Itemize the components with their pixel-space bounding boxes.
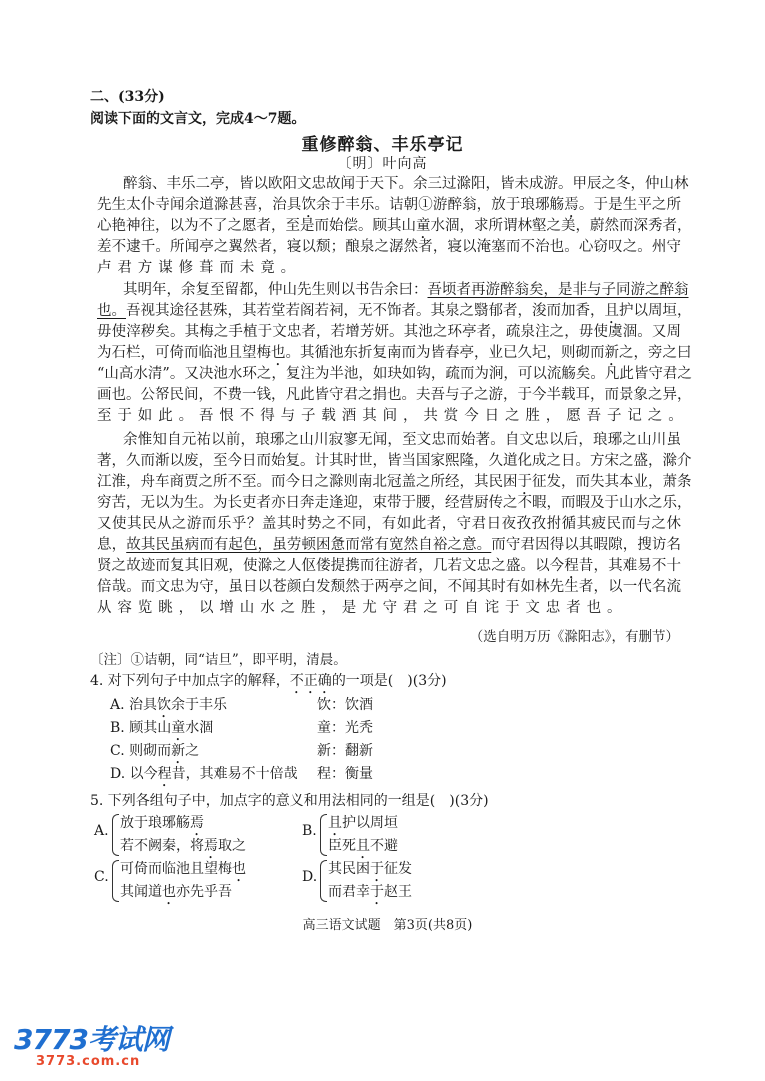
- option-text: 之: [185, 743, 200, 759]
- text-segment: “山高水清”。又决池水环之，复注为半池，如玦如钩，疏而为涧，可以流觞矣。凡此皆守君之: [97, 366, 692, 382]
- text-line: [97, 430, 681, 451]
- text-segment: 若不阙秦，将: [120, 838, 204, 854]
- page-footer: 高三语文试题 第3页(共8页): [302, 918, 473, 933]
- text-segment: 毋使滓秽矣。其梅之手植于文忠者，若增芳妍。其池之环亭者，疏泉注之，毋使虞涸。又周: [97, 324, 681, 340]
- text-segment: 。其循池东折复南而为皆春亭，业已久圮，则砌而: [285, 345, 605, 361]
- emphasized-char: 也: [232, 861, 246, 877]
- option-label: D.: [302, 869, 318, 885]
- text-segment: 可倚而临池且望梅: [120, 861, 232, 877]
- text-segment: 其闻道: [120, 884, 162, 900]
- text-segment: 余于丰乐。诘朝①游醉翁，放于琅琊觞: [316, 197, 565, 213]
- text-segment: 为石栏，可倚而临池且望梅: [97, 345, 271, 361]
- option-text: C. 则砌而: [110, 743, 172, 759]
- footnote: 〔注〕①诘朝，同“诘旦”，即平明，清晨。: [90, 652, 347, 668]
- article-title: 重修醉翁、丰乐亭记: [301, 135, 464, 155]
- text-segment: 息，: [97, 537, 127, 553]
- logo-main-text: 3773考试网: [14, 1023, 169, 1056]
- text-line: [97, 174, 689, 195]
- paragraph-1: [97, 174, 692, 279]
- instruction: 阅读下面的文言文，完成4～7题。: [90, 111, 306, 127]
- emphasized-char: 童: [171, 720, 186, 736]
- emphasized-char: 也: [271, 345, 286, 361]
- text-segment: 至于如此。吾恨不得与子载酒其间，共赏今日之胜，愿吾子记之。: [97, 408, 689, 424]
- q4-option-gloss: 新：翻新: [317, 743, 373, 759]
- text-segment: 昔，其难易不十: [578, 558, 682, 574]
- text-line: [97, 577, 681, 598]
- emphasized-char: 焉: [564, 197, 579, 213]
- text-line: [97, 472, 692, 493]
- text-line: [97, 598, 681, 619]
- text-segment: 醉翁、丰乐二亭，皆以欧阳文忠故闻于天下。余三过滁阳，皆未成游。甲辰之冬，仲山林: [123, 176, 689, 192]
- text-segment: 取之: [218, 838, 246, 854]
- q4-stem-emph: 不正确: [289, 673, 332, 689]
- text-segment: 而君幸: [328, 884, 370, 900]
- brace-icon: [112, 814, 119, 856]
- option-text: B. 顾其山: [110, 720, 172, 736]
- emphasized-char: 且: [604, 303, 619, 319]
- text-line: [97, 514, 681, 535]
- text-segment: 征发，而失其本业，萧条: [532, 474, 692, 490]
- article-author: 〔明〕叶向高: [337, 156, 428, 172]
- text-segment: 护以周垣，: [619, 303, 692, 319]
- emphasized-char: 饮: [301, 197, 317, 213]
- option-text: 水涸: [185, 720, 214, 736]
- emphasized-char: 于: [517, 474, 532, 490]
- logo-sub-text: 3773.com.cn: [36, 1054, 141, 1069]
- text-segment: 不避: [370, 838, 398, 854]
- option-sentence: [328, 881, 412, 908]
- text-segment: 护以周垣: [342, 815, 398, 831]
- text-segment: 而守君因得以其暇隙，搜访名: [491, 537, 682, 553]
- text-line: [97, 280, 689, 301]
- text-segment: 穷苦，无以为生。为长吏者亦日奔走逢迎，束带于腰，经营厨传之不暇，而暇及于山水之乐，: [97, 495, 692, 511]
- option-label: B.: [302, 823, 317, 839]
- text-line: [97, 343, 692, 364]
- text-segment: 亦先乎吾: [176, 884, 232, 900]
- q4-stem-a: 4. 对下列句子中加点字的解释，: [90, 673, 290, 689]
- underlined-text: 吾顷者再游醉翁矣，是非与子同游之醉翁: [427, 282, 689, 298]
- q4-option-gloss: 童：光秃: [317, 720, 373, 736]
- emphasized-char: 也: [162, 884, 176, 900]
- text-line: [97, 406, 689, 427]
- text-segment: 其明年，余复至留都，仲山先生则以书告余曰：: [123, 282, 428, 298]
- text-segment: 卢君方谋修葺而未竟。: [97, 260, 301, 276]
- watermark-logo: [14, 1018, 169, 1069]
- text-segment: 其民困: [328, 861, 370, 877]
- text-segment: 画也。公帑民间，不费一钱，凡此皆守君之捐也。夫吾与子之游，于今半载耳，而景象之异，: [97, 387, 692, 403]
- text-segment: 著，久而渐以废，至今日而始复。计其时世，皆当国家熙隆，久道化成之日。方宋之盛，滁介: [97, 453, 692, 469]
- text-segment: 之，旁之曰: [619, 345, 692, 361]
- text-segment: 吾视其途径甚殊，其若堂若阁若祠，无不饰者。其泉之翳郁者，浚而加香，: [126, 303, 605, 319]
- q4-option-gloss: 饮：饮酒: [317, 697, 373, 713]
- emphasized-char: 焉: [204, 838, 218, 854]
- text-line: [97, 364, 692, 385]
- text-segment: 放于琅琊觞: [120, 815, 190, 831]
- emphasized-char: 于: [370, 884, 384, 900]
- brace-icon: [320, 814, 327, 856]
- text-line: [97, 301, 692, 322]
- emphasized-char: 程: [564, 558, 579, 574]
- text-line: [97, 451, 692, 472]
- emphasized-char: 于: [370, 861, 384, 877]
- q4-stem-b: 的一项是( )(3分): [331, 673, 447, 689]
- text-line: [97, 493, 692, 514]
- text-segment: 水涸，求所谓林壑之美，蔚然而深秀者，: [430, 218, 692, 234]
- brace-icon: [112, 860, 119, 902]
- section-heading: 二、(33分): [90, 89, 165, 105]
- text-segment: 心艳神往，以为不了之愿者，至是而始偿。顾其山: [97, 218, 416, 234]
- source-citation: （选自明万历《滁阳志》，有删节）: [469, 629, 679, 645]
- emphasized-char: 饮: [157, 697, 172, 713]
- emphasized-char: 童: [416, 218, 431, 234]
- paragraph-3: [97, 430, 692, 619]
- emphasized-char: 程: [157, 766, 172, 782]
- option-text: 昔，其难易不十倍哉: [171, 766, 298, 782]
- q4-option: [110, 763, 298, 790]
- option-text: A. 治具: [110, 697, 158, 713]
- text-segment: 。于是生平之所: [578, 197, 682, 213]
- emphasized-char: 且: [328, 815, 342, 831]
- text-line: [97, 258, 681, 279]
- text-line: [97, 535, 681, 556]
- text-line: [97, 216, 692, 237]
- text-segment: 差不逮千。所闻亭之翼然者，寝以颓；酿泉之潺然者，寝以淹塞而不治也。心窃叹之。州守: [97, 239, 681, 255]
- text-line: [97, 195, 681, 216]
- emphasized-char: 新: [604, 345, 619, 361]
- text-line: [97, 556, 681, 577]
- text-segment: 赵王: [384, 884, 412, 900]
- emphasized-char: 且: [356, 838, 370, 854]
- option-sentence: [120, 881, 232, 908]
- text-segment: 从容览眺，以增山水之胜，是尤守君之可自诧于文忠者也。: [97, 600, 628, 616]
- brace-icon: [320, 860, 327, 902]
- question-4-stem: [90, 670, 447, 697]
- underlined-text: 故其民虽病而有起色，虽劳顿困惫而常有宽然自裕之意。: [126, 537, 492, 553]
- text-segment: 臣死: [328, 838, 356, 854]
- text-segment: 先生太仆寺闻余道滁甚喜，治具: [97, 197, 302, 213]
- emphasized-char: 焉: [190, 815, 204, 831]
- underlined-text: 也。: [97, 303, 126, 319]
- text-segment: 倍哉。而文忠为守，虽日以苍颜白发颓然于两亭之间，不闻其时有如林先生者，以一代名流: [97, 579, 681, 595]
- option-label: C.: [94, 869, 109, 885]
- option-text: D. 以今: [110, 766, 158, 782]
- text-segment: 又使其民从之游而乐乎？盖其时势之不同，有如此者，守君日夜孜孜拊循其疲民而与之休: [97, 516, 681, 532]
- paragraph-2: [97, 280, 692, 427]
- emphasized-char: 新: [171, 743, 186, 759]
- text-line: [97, 237, 681, 258]
- text-segment: 江淮，舟车商贾之所不至。而今日之滁则南北冠盖之所经，其民困: [97, 474, 518, 490]
- text-segment: 余惟知自元祐以前，琅琊之山川寂寥无闻，至文忠而始著。自文忠以后，琅琊之山川虽: [123, 432, 681, 448]
- text-segment: 贤之故迹而复其旧观，使滁之人伛偻提携而往游者，几若文忠之盛。以今: [97, 558, 565, 574]
- text-line: [97, 322, 681, 343]
- q4-option-gloss: 程：衡量: [317, 766, 373, 782]
- option-text: 余于丰乐: [171, 697, 228, 713]
- text-line: [97, 385, 692, 406]
- question-5-stem: 5. 下列各组句子中，加点字的意义和用法相同的一组是( )(3分): [90, 793, 489, 809]
- option-label: A.: [94, 823, 109, 839]
- text-segment: 征发: [384, 861, 412, 877]
